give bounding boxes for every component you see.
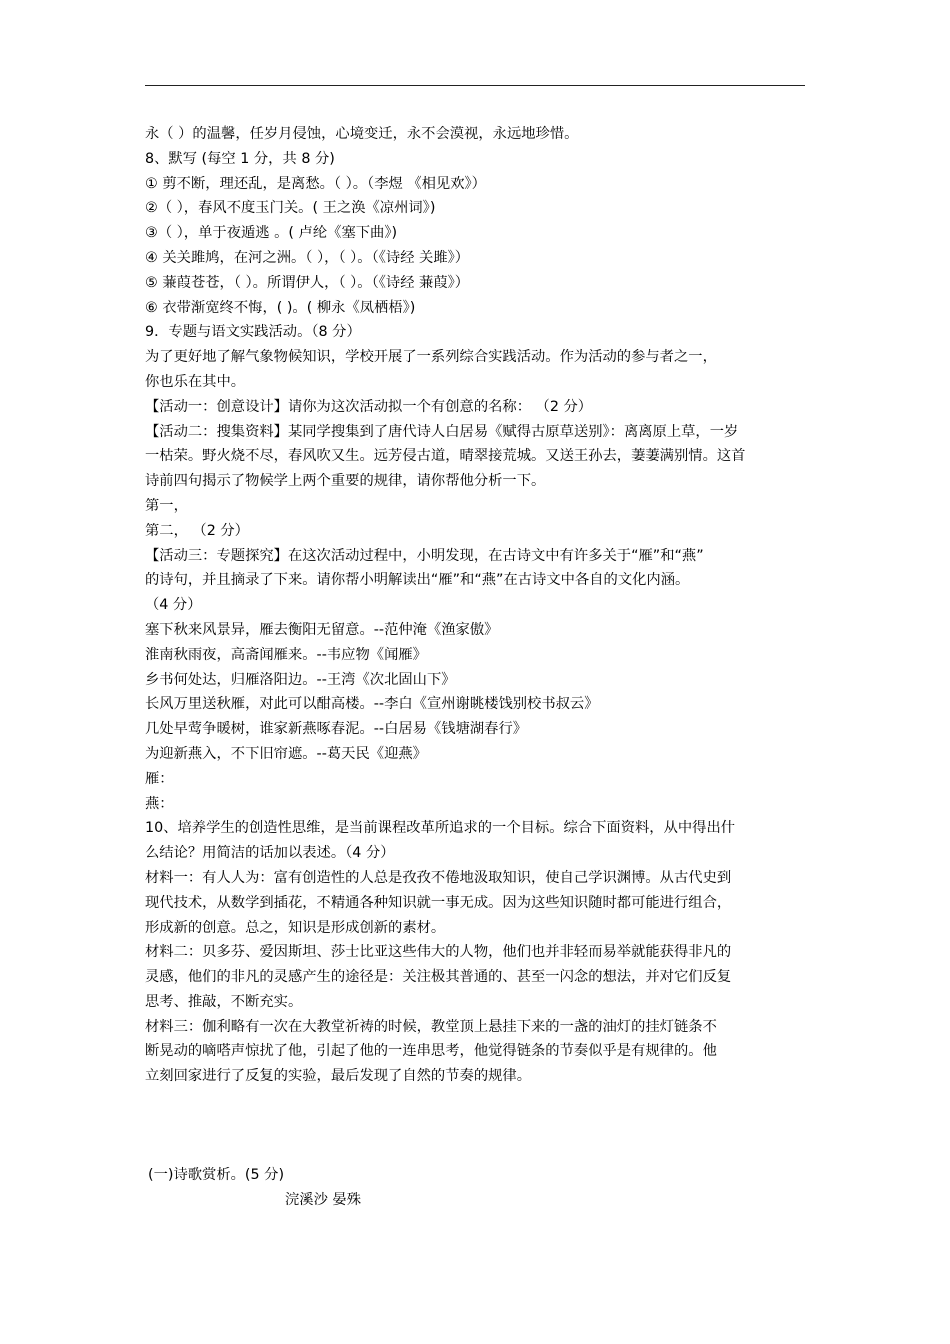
material-1-line: 材料一：有人人为：富有创造性的人总是孜孜不倦地汲取知识，使自己学识渊博。从古代史到 xyxy=(145,869,732,886)
answer-line-yan-swallow: 燕： xyxy=(145,795,174,812)
question-9-heading: 9．专题与语文实践活动。（8 分） xyxy=(145,324,361,341)
text-line: （4 分） xyxy=(145,597,202,614)
question-10-heading: 10、培养学生的创造性思维，是当前课程改革所追求的一个目标。综合下面资料，从中得出什 xyxy=(145,820,736,837)
fill-blank-line: ⑤ 蒹葭苍苍，（ ）。所谓伊人，（ ）。（《诗经 蒹葭》） xyxy=(145,274,470,291)
text-line: 思考、推敲，不断充实。 xyxy=(145,993,303,1010)
text-line: 诗前四句揭示了物候学上两个重要的规律，请你帮他分析一下。 xyxy=(145,473,546,490)
text-line: 你也乐在其中。 xyxy=(145,373,246,390)
poem-quote-line: 为迎新燕入，不下旧帘遮。--葛天民《迎燕》 xyxy=(145,745,427,762)
activity-3-line: 【活动三：专题探究】在这次活动过程中，小明发现，在古诗文中有许多关于“雁”和“燕” xyxy=(145,547,704,564)
text-line: 断晃动的嘀嗒声惊扰了他，引起了他的一连串思考，他觉得链条的节奏似乎是有规律的。他 xyxy=(145,1043,717,1060)
document-body xyxy=(145,122,810,1213)
material-2-line: 材料二：贝多芬、爱因斯坦、莎士比亚这些伟大的人物，他们也并非轻而易举就能获得非凡的 xyxy=(145,944,732,961)
poem-quote-line: 淮南秋雨夜，高斋闻雁来。--韦应物《闻雁》 xyxy=(145,646,427,663)
text-line: 灵感，他们的非凡的灵感产生的途径是：关注极其普通的、甚至一闪念的想法，并对它们反复 xyxy=(145,969,732,986)
text-line: 一枯荣。野火烧不尽，春风吹又生。远芳侵古道，晴翠接荒城。又送王孙去，萋萋满别情。这首 xyxy=(145,448,746,465)
text-line: 为了更好地了解气象物候知识，学校开展了一系列综合实践活动。作为活动的参与者之一， xyxy=(145,349,717,366)
text-line: 么结论？用简洁的话加以表述。（4 分） xyxy=(145,845,395,862)
section-heading: (一)诗歌赏析。(5 分) xyxy=(148,1167,285,1184)
fill-blank-line: ③（ ），单于夜遁逃 。( 卢纶《塞下曲》) xyxy=(145,225,398,242)
text-line: 永（ ）的温馨，任岁月侵蚀，心境变迁，永不会漠视，永远地珍惜。 xyxy=(145,126,579,142)
fill-blank-line: ④ 关关雎鸠，在河之洲。（ ），（ ）。（《诗经 关雎》） xyxy=(145,249,470,266)
poem-quote-line: 乡书何处达，归雁洛阳边。--王湾《次北固山下》 xyxy=(145,671,456,688)
text-line: 的诗句，并且摘录了下来。请你帮小明解读出“雁”和“燕”在古诗文中各自的文化内涵。 xyxy=(145,572,690,589)
poem-quote-line: 长风万里送秋雁，对此可以酣高楼。--李白《宣州谢眺楼饯别校书叔云》 xyxy=(145,696,599,713)
poem-title: 浣溪沙 晏殊 xyxy=(285,1191,362,1208)
question-8-heading: 8、默写 (每空 1 分，共 8 分) xyxy=(145,150,335,167)
poem-quote-line: 塞下秋来风景异，雁去衡阳无留意。--范仲淹《渔家傲》 xyxy=(145,621,499,638)
text-line: 形成新的创意。总之，知识是形成创新的素材。 xyxy=(145,919,446,936)
activity-2-line: 【活动二：搜集资料】某同学搜集到了唐代诗人白居易《赋得古原草送别》：离离原上草，一岁 xyxy=(145,423,739,440)
fill-blank-line: ① 剪不断，理还乱，是离愁。（ ）。（李煜 《相见欢》） xyxy=(145,175,486,192)
answer-line-yan-goose: 雁： xyxy=(145,770,174,787)
answer-line-first: 第一， xyxy=(145,497,188,514)
poem-quote-line: 几处早莺争暖树，谁家新燕啄春泥。--白居易《钱塘湖春行》 xyxy=(145,721,528,738)
section-gap xyxy=(145,1089,810,1163)
header-rule xyxy=(145,85,805,86)
fill-blank-line: ⑥ 衣带渐宽终不悔，( )。( 柳永《凤栖梧》) xyxy=(145,299,416,316)
fill-blank-line: ②（ ），春风不度玉门关。( 王之涣《凉州词》) xyxy=(145,200,436,217)
material-3-line: 材料三：伽利略有一次在大教堂祈祷的时候，教堂顶上悬挂下来的一盏的油灯的挂灯链条不 xyxy=(145,1018,717,1035)
text-line: 现代技术，从数学到插花，不精通各种知识就一事无成。因为这些知识随时都可能进行组合， xyxy=(145,894,732,911)
answer-line-second: 第二， （2 分） xyxy=(145,522,249,539)
text-line: 立刻回家进行了反复的实验，最后发现了自然的节奏的规律。 xyxy=(145,1068,532,1085)
activity-1-line: 【活动一：创意设计】请你为这次活动拟一个有创意的名称： （2 分） xyxy=(145,398,593,415)
